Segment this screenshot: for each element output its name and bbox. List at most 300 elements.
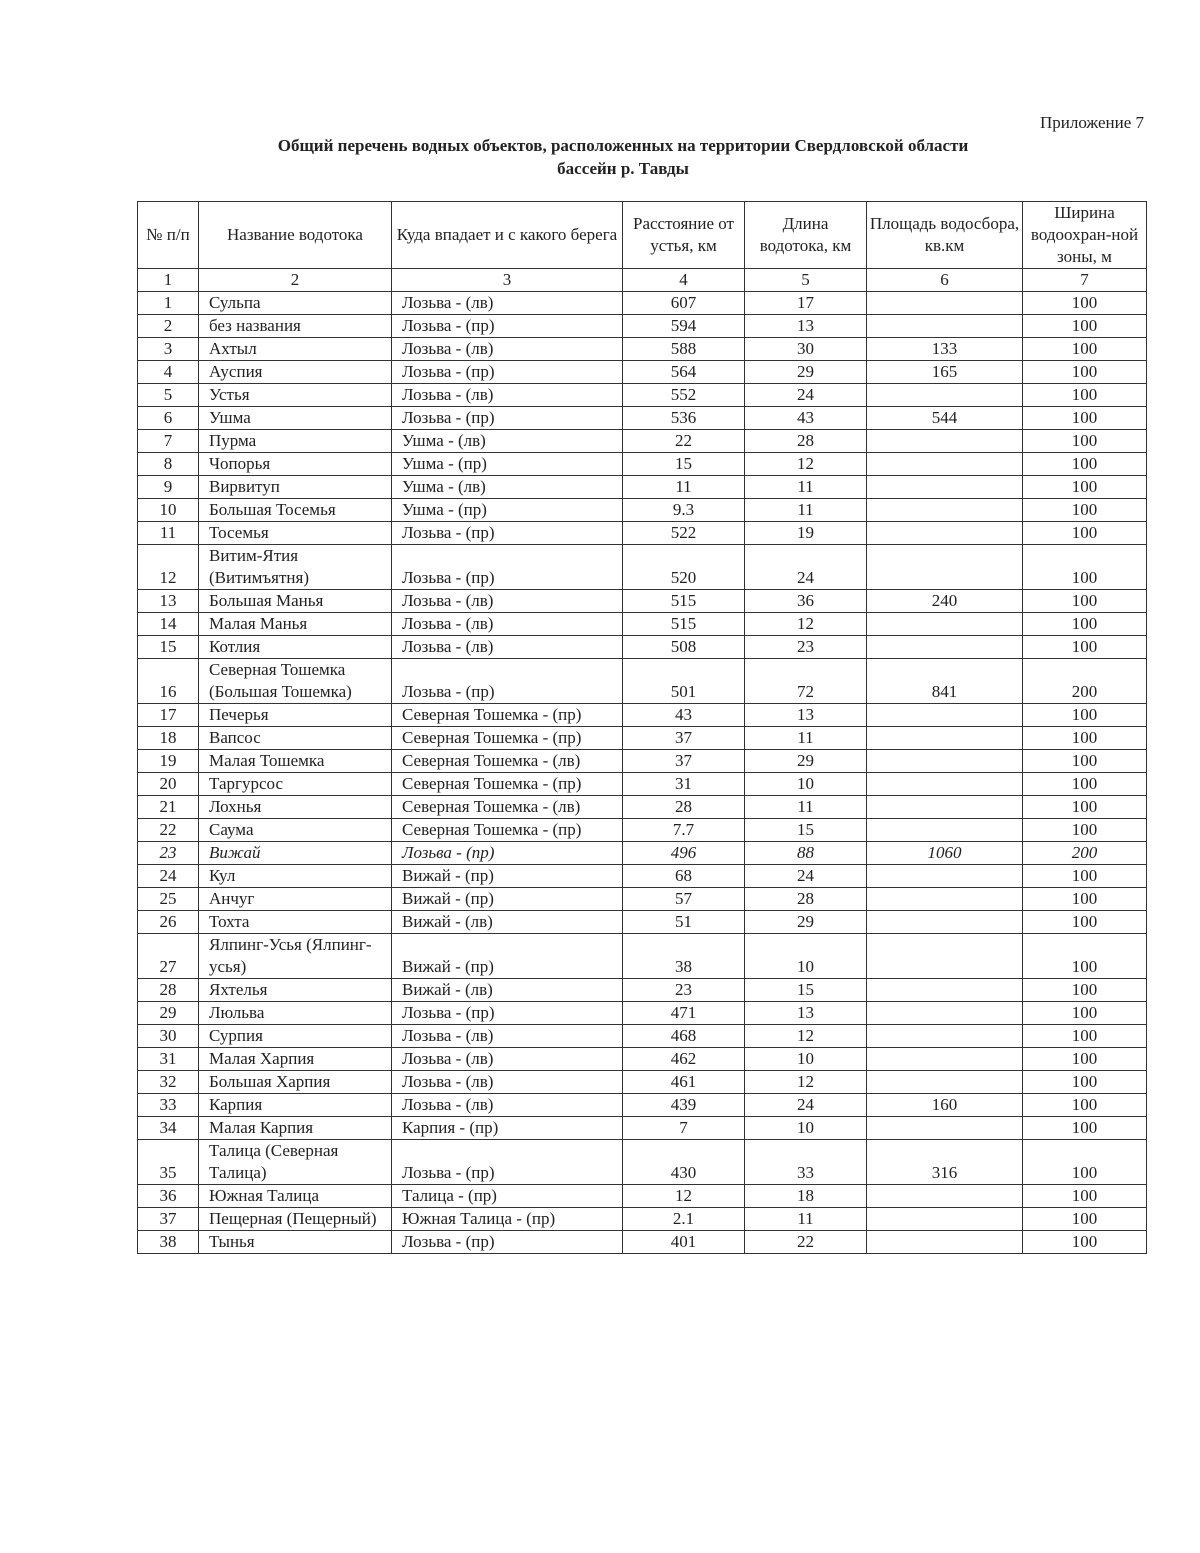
row-number: 32: [138, 1071, 199, 1094]
flows-into: Вижай - (пр): [392, 865, 623, 888]
flows-into: Лозьва - (пр): [392, 842, 623, 865]
catchment-area: [867, 704, 1023, 727]
flows-into: Лозьва - (лв): [392, 292, 623, 315]
title-line-1: Общий перечень водных объектов, расположенных на территории Свердловской области: [277, 136, 969, 155]
catchment-area: [867, 315, 1023, 338]
distance-from-mouth: 607: [623, 292, 745, 315]
protection-zone-width: 100: [1023, 453, 1147, 476]
distance-from-mouth: 594: [623, 315, 745, 338]
river-name: Печерья: [199, 704, 392, 727]
row-number: 6: [138, 407, 199, 430]
flows-into: Лозьва - (пр): [392, 522, 623, 545]
row-number: 33: [138, 1094, 199, 1117]
protection-zone-width: 100: [1023, 1140, 1147, 1185]
row-number: 29: [138, 1002, 199, 1025]
river-name: Ялпинг-Усья (Ялпинг-усья): [199, 934, 392, 979]
protection-zone-width: 100: [1023, 315, 1147, 338]
river-length: 15: [745, 979, 867, 1002]
distance-from-mouth: 552: [623, 384, 745, 407]
protection-zone-width: 100: [1023, 1094, 1147, 1117]
catchment-area: [867, 979, 1023, 1002]
column-number: 3: [392, 269, 623, 292]
distance-from-mouth: 43: [623, 704, 745, 727]
row-number: 3: [138, 338, 199, 361]
protection-zone-width: 200: [1023, 659, 1147, 704]
table-row: [138, 545, 1147, 590]
table-header-row: [138, 202, 1147, 269]
row-number: 38: [138, 1231, 199, 1254]
row-number: 34: [138, 1117, 199, 1140]
flows-into: Лозьва - (лв): [392, 338, 623, 361]
river-length: 24: [745, 1094, 867, 1117]
catchment-area: [867, 796, 1023, 819]
protection-zone-width: 100: [1023, 750, 1147, 773]
row-number: 36: [138, 1185, 199, 1208]
table-row: [138, 934, 1147, 979]
table-row: [138, 865, 1147, 888]
header-zone-width: Ширина водоохран-ной зоны, м: [1023, 202, 1147, 269]
flows-into: Южная Талица - (пр): [392, 1208, 623, 1231]
flows-into: Лозьва - (лв): [392, 1071, 623, 1094]
table-row: [138, 888, 1147, 911]
column-number-row: [138, 269, 1147, 292]
river-name: Большая Манья: [199, 590, 392, 613]
river-length: 29: [745, 750, 867, 773]
flows-into: Лозьва - (пр): [392, 545, 623, 590]
distance-from-mouth: 515: [623, 590, 745, 613]
protection-zone-width: 100: [1023, 1117, 1147, 1140]
river-name: Витим-Ятия (Витимъятня): [199, 545, 392, 590]
row-number: 17: [138, 704, 199, 727]
protection-zone-width: 100: [1023, 934, 1147, 979]
river-length: 10: [745, 1117, 867, 1140]
table-row: [138, 727, 1147, 750]
catchment-area: [867, 430, 1023, 453]
catchment-area: [867, 888, 1023, 911]
protection-zone-width: 100: [1023, 361, 1147, 384]
table-row: [138, 338, 1147, 361]
river-name: Южная Талица: [199, 1185, 392, 1208]
table-row: [138, 1140, 1147, 1185]
river-length: 11: [745, 1208, 867, 1231]
table-row: [138, 1208, 1147, 1231]
catchment-area: [867, 865, 1023, 888]
table-row: [138, 499, 1147, 522]
table-row: [138, 384, 1147, 407]
row-number: 24: [138, 865, 199, 888]
flows-into: Вижай - (лв): [392, 911, 623, 934]
protection-zone-width: 100: [1023, 911, 1147, 934]
catchment-area: 165: [867, 361, 1023, 384]
header-into: Куда впадает и с какого берега: [392, 202, 623, 269]
flows-into: Ушма - (пр): [392, 499, 623, 522]
river-length: 10: [745, 934, 867, 979]
table-row: [138, 819, 1147, 842]
protection-zone-width: 100: [1023, 499, 1147, 522]
flows-into: Северная Тошемка - (пр): [392, 819, 623, 842]
protection-zone-width: 100: [1023, 430, 1147, 453]
table-row: [138, 842, 1147, 865]
river-length: 36: [745, 590, 867, 613]
protection-zone-width: 100: [1023, 727, 1147, 750]
river-length: 24: [745, 384, 867, 407]
river-name: Ушма: [199, 407, 392, 430]
row-number: 12: [138, 545, 199, 590]
river-name: Устья: [199, 384, 392, 407]
row-number: 37: [138, 1208, 199, 1231]
river-length: 33: [745, 1140, 867, 1185]
river-length: 17: [745, 292, 867, 315]
catchment-area: 1060: [867, 842, 1023, 865]
river-name: Саума: [199, 819, 392, 842]
flows-into: Лозьва - (лв): [392, 1025, 623, 1048]
river-length: 72: [745, 659, 867, 704]
protection-zone-width: 100: [1023, 1002, 1147, 1025]
table-row: [138, 1094, 1147, 1117]
distance-from-mouth: 12: [623, 1185, 745, 1208]
flows-into: Лозьва - (лв): [392, 384, 623, 407]
river-length: 13: [745, 315, 867, 338]
flows-into: Карпия - (пр): [392, 1117, 623, 1140]
river-length: 10: [745, 773, 867, 796]
river-name: Вапсос: [199, 727, 392, 750]
catchment-area: [867, 522, 1023, 545]
river-length: 11: [745, 796, 867, 819]
flows-into: Ушма - (лв): [392, 430, 623, 453]
table-row: [138, 636, 1147, 659]
distance-from-mouth: 508: [623, 636, 745, 659]
protection-zone-width: 100: [1023, 522, 1147, 545]
river-name: Тосемья: [199, 522, 392, 545]
table-row: [138, 590, 1147, 613]
table-row: [138, 1002, 1147, 1025]
catchment-area: 316: [867, 1140, 1023, 1185]
row-number: 31: [138, 1048, 199, 1071]
distance-from-mouth: 31: [623, 773, 745, 796]
table-row: [138, 773, 1147, 796]
row-number: 1: [138, 292, 199, 315]
distance-from-mouth: 430: [623, 1140, 745, 1185]
catchment-area: [867, 727, 1023, 750]
protection-zone-width: 100: [1023, 545, 1147, 590]
header-distance: Расстояние от устья, км: [623, 202, 745, 269]
flows-into: Северная Тошемка - (пр): [392, 704, 623, 727]
river-name: Ахтыл: [199, 338, 392, 361]
row-number: 16: [138, 659, 199, 704]
river-length: 18: [745, 1185, 867, 1208]
catchment-area: [867, 1048, 1023, 1071]
row-number: 4: [138, 361, 199, 384]
river-name: Талица (Северная Талица): [199, 1140, 392, 1185]
flows-into: Лозьва - (пр): [392, 1002, 623, 1025]
table-row: [138, 1117, 1147, 1140]
row-number: 35: [138, 1140, 199, 1185]
catchment-area: [867, 636, 1023, 659]
catchment-area: [867, 499, 1023, 522]
row-number: 19: [138, 750, 199, 773]
catchment-area: 841: [867, 659, 1023, 704]
flows-into: Лозьва - (лв): [392, 590, 623, 613]
distance-from-mouth: 22: [623, 430, 745, 453]
flows-into: Северная Тошемка - (пр): [392, 773, 623, 796]
water-bodies-table: [137, 201, 1147, 1254]
protection-zone-width: 100: [1023, 476, 1147, 499]
river-length: 43: [745, 407, 867, 430]
distance-from-mouth: 439: [623, 1094, 745, 1117]
river-name: без названия: [199, 315, 392, 338]
row-number: 10: [138, 499, 199, 522]
river-name: Тынья: [199, 1231, 392, 1254]
distance-from-mouth: 471: [623, 1002, 745, 1025]
distance-from-mouth: 461: [623, 1071, 745, 1094]
table-row: [138, 1185, 1147, 1208]
catchment-area: 133: [867, 338, 1023, 361]
protection-zone-width: 100: [1023, 773, 1147, 796]
river-name: Пещерная (Пещерный): [199, 1208, 392, 1231]
distance-from-mouth: 28: [623, 796, 745, 819]
flows-into: Вижай - (пр): [392, 888, 623, 911]
table-row: [138, 1025, 1147, 1048]
distance-from-mouth: 564: [623, 361, 745, 384]
river-name: Малая Харпия: [199, 1048, 392, 1071]
river-name: Большая Тосемья: [199, 499, 392, 522]
table-row: [138, 1048, 1147, 1071]
catchment-area: [867, 384, 1023, 407]
river-name: Таргурсос: [199, 773, 392, 796]
river-length: 13: [745, 704, 867, 727]
distance-from-mouth: 520: [623, 545, 745, 590]
flows-into: Лозьва - (лв): [392, 636, 623, 659]
table-row: [138, 750, 1147, 773]
river-length: 11: [745, 727, 867, 750]
catchment-area: [867, 934, 1023, 979]
river-length: 13: [745, 1002, 867, 1025]
catchment-area: [867, 613, 1023, 636]
table-row: [138, 453, 1147, 476]
catchment-area: [867, 1117, 1023, 1140]
row-number: 11: [138, 522, 199, 545]
document-title: [0, 134, 1200, 180]
flows-into: Лозьва - (пр): [392, 659, 623, 704]
protection-zone-width: 100: [1023, 407, 1147, 430]
row-number: 7: [138, 430, 199, 453]
table-row: [138, 979, 1147, 1002]
river-name: Сульпа: [199, 292, 392, 315]
river-name: Лохнья: [199, 796, 392, 819]
header-length: Длина водотока, км: [745, 202, 867, 269]
row-number: 18: [138, 727, 199, 750]
river-length: 12: [745, 453, 867, 476]
catchment-area: [867, 292, 1023, 315]
river-length: 11: [745, 476, 867, 499]
river-length: 29: [745, 911, 867, 934]
protection-zone-width: 100: [1023, 865, 1147, 888]
catchment-area: [867, 1025, 1023, 1048]
flows-into: Ушма - (пр): [392, 453, 623, 476]
table-row: [138, 407, 1147, 430]
protection-zone-width: 100: [1023, 613, 1147, 636]
table-row: [138, 1231, 1147, 1254]
table-body: [138, 292, 1147, 1254]
row-number: 28: [138, 979, 199, 1002]
table-row: [138, 522, 1147, 545]
row-number: 15: [138, 636, 199, 659]
row-number: 30: [138, 1025, 199, 1048]
distance-from-mouth: 536: [623, 407, 745, 430]
protection-zone-width: 100: [1023, 1025, 1147, 1048]
column-number: 7: [1023, 269, 1147, 292]
river-length: 24: [745, 545, 867, 590]
river-length: 12: [745, 613, 867, 636]
column-number: 1: [138, 269, 199, 292]
protection-zone-width: 100: [1023, 819, 1147, 842]
protection-zone-width: 100: [1023, 338, 1147, 361]
river-name: Ауспия: [199, 361, 392, 384]
table-row: [138, 704, 1147, 727]
river-name: Большая Харпия: [199, 1071, 392, 1094]
distance-from-mouth: 23: [623, 979, 745, 1002]
protection-zone-width: 100: [1023, 1185, 1147, 1208]
row-number: 2: [138, 315, 199, 338]
distance-from-mouth: 57: [623, 888, 745, 911]
river-length: 12: [745, 1025, 867, 1048]
distance-from-mouth: 37: [623, 750, 745, 773]
row-number: 25: [138, 888, 199, 911]
header-number: № п/п: [138, 202, 199, 269]
table-row: [138, 613, 1147, 636]
river-name: Кул: [199, 865, 392, 888]
flows-into: Ушма - (лв): [392, 476, 623, 499]
river-length: 10: [745, 1048, 867, 1071]
catchment-area: [867, 750, 1023, 773]
table-row: [138, 430, 1147, 453]
column-number: 2: [199, 269, 392, 292]
distance-from-mouth: 522: [623, 522, 745, 545]
row-number: 27: [138, 934, 199, 979]
protection-zone-width: 100: [1023, 292, 1147, 315]
row-number: 21: [138, 796, 199, 819]
river-length: 28: [745, 430, 867, 453]
row-number: 9: [138, 476, 199, 499]
flows-into: Лозьва - (пр): [392, 407, 623, 430]
river-length: 23: [745, 636, 867, 659]
protection-zone-width: 100: [1023, 888, 1147, 911]
catchment-area: [867, 1231, 1023, 1254]
catchment-area: [867, 1208, 1023, 1231]
flows-into: Вижай - (лв): [392, 979, 623, 1002]
row-number: 14: [138, 613, 199, 636]
table-row: [138, 796, 1147, 819]
river-name: Вижай: [199, 842, 392, 865]
protection-zone-width: 100: [1023, 384, 1147, 407]
column-number: 5: [745, 269, 867, 292]
table-row: [138, 292, 1147, 315]
river-name: Карпия: [199, 1094, 392, 1117]
river-name: Анчуг: [199, 888, 392, 911]
catchment-area: [867, 453, 1023, 476]
distance-from-mouth: 401: [623, 1231, 745, 1254]
catchment-area: [867, 819, 1023, 842]
distance-from-mouth: 37: [623, 727, 745, 750]
table-row: [138, 315, 1147, 338]
row-number: 26: [138, 911, 199, 934]
distance-from-mouth: 68: [623, 865, 745, 888]
river-length: 19: [745, 522, 867, 545]
flows-into: Лозьва - (пр): [392, 361, 623, 384]
distance-from-mouth: 15: [623, 453, 745, 476]
row-number: 22: [138, 819, 199, 842]
catchment-area: [867, 911, 1023, 934]
row-number: 13: [138, 590, 199, 613]
river-length: 88: [745, 842, 867, 865]
table-row: [138, 476, 1147, 499]
protection-zone-width: 100: [1023, 636, 1147, 659]
catchment-area: 240: [867, 590, 1023, 613]
river-length: 28: [745, 888, 867, 911]
river-name: Малая Манья: [199, 613, 392, 636]
catchment-area: [867, 545, 1023, 590]
flows-into: Лозьва - (пр): [392, 1140, 623, 1185]
flows-into: Талица - (пр): [392, 1185, 623, 1208]
distance-from-mouth: 51: [623, 911, 745, 934]
flows-into: Вижай - (пр): [392, 934, 623, 979]
river-name: Чопорья: [199, 453, 392, 476]
river-length: 15: [745, 819, 867, 842]
appendix-label: Приложение 7: [1040, 113, 1144, 132]
distance-from-mouth: 2.1: [623, 1208, 745, 1231]
distance-from-mouth: 588: [623, 338, 745, 361]
protection-zone-width: 100: [1023, 1048, 1147, 1071]
table-row: [138, 659, 1147, 704]
table-row: [138, 911, 1147, 934]
distance-from-mouth: 9.3: [623, 499, 745, 522]
river-name: Люльва: [199, 1002, 392, 1025]
catchment-area: [867, 476, 1023, 499]
distance-from-mouth: 462: [623, 1048, 745, 1071]
distance-from-mouth: 38: [623, 934, 745, 979]
row-number: 8: [138, 453, 199, 476]
flows-into: Северная Тошемка - (лв): [392, 796, 623, 819]
river-name: Северная Тошемка (Большая Тошемка): [199, 659, 392, 704]
river-length: 22: [745, 1231, 867, 1254]
flows-into: Лозьва - (лв): [392, 1094, 623, 1117]
header-name: Название водотока: [199, 202, 392, 269]
river-length: 29: [745, 361, 867, 384]
row-number: 23: [138, 842, 199, 865]
title-line-2: бассейн р. Тавды: [557, 159, 689, 178]
river-length: 30: [745, 338, 867, 361]
river-name: Вирвитуп: [199, 476, 392, 499]
flows-into: Северная Тошемка - (лв): [392, 750, 623, 773]
river-name: Пурма: [199, 430, 392, 453]
catchment-area: 544: [867, 407, 1023, 430]
distance-from-mouth: 468: [623, 1025, 745, 1048]
table-row: [138, 361, 1147, 384]
flows-into: Лозьва - (лв): [392, 613, 623, 636]
catchment-area: 160: [867, 1094, 1023, 1117]
protection-zone-width: 100: [1023, 704, 1147, 727]
header-area: Площадь водосбора, кв.км: [867, 202, 1023, 269]
river-length: 12: [745, 1071, 867, 1094]
river-length: 11: [745, 499, 867, 522]
row-number: 20: [138, 773, 199, 796]
table-row: [138, 1071, 1147, 1094]
distance-from-mouth: 515: [623, 613, 745, 636]
protection-zone-width: 100: [1023, 1208, 1147, 1231]
flows-into: Северная Тошемка - (пр): [392, 727, 623, 750]
river-length: 24: [745, 865, 867, 888]
distance-from-mouth: 501: [623, 659, 745, 704]
